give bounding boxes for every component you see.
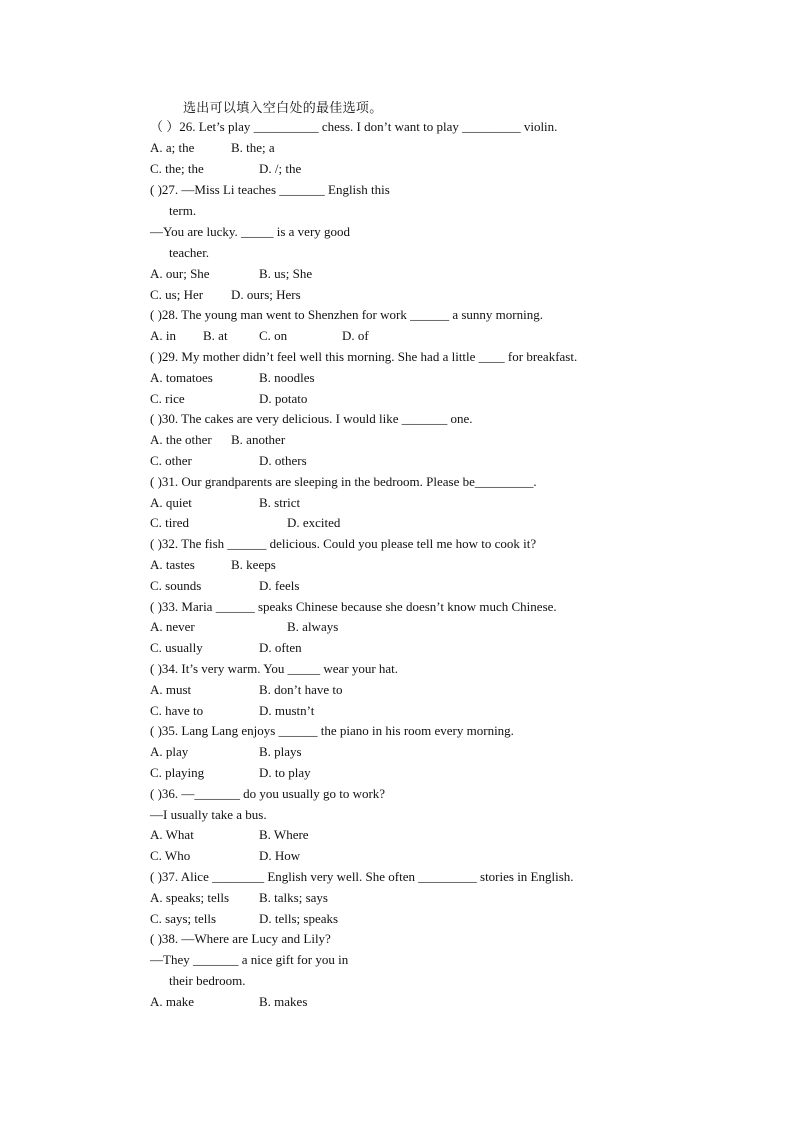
- answer-option: B. noodles: [259, 370, 315, 385]
- answer-option: B. the; a: [231, 140, 275, 155]
- answer-option: B. another: [231, 432, 286, 447]
- answer-option: D. /; the: [259, 161, 302, 176]
- question-line: ( )29. My mother didn’t feel well this morning. She had a little ____ for breakfast.: [150, 349, 578, 364]
- question-line: ( )35. Lang Lang enjoys ______ the piano in his room every morning.: [150, 723, 514, 738]
- answer-option: A. a; the: [150, 140, 195, 155]
- answer-option: C. the; the: [150, 161, 204, 176]
- answer-option: C. us; Her: [150, 287, 204, 302]
- answer-option: A. play: [150, 744, 189, 759]
- answer-option: D. mustn’t: [259, 703, 315, 718]
- answer-option: A. tastes: [150, 557, 195, 572]
- answer-option: B. talks; says: [259, 890, 328, 905]
- question-line: term.: [169, 203, 197, 218]
- answer-option: B. us; She: [259, 266, 313, 281]
- answer-option: C. says; tells: [150, 911, 217, 926]
- question-line: —You are lucky. _____ is a very good: [150, 224, 351, 239]
- answer-option: C. sounds: [150, 578, 202, 593]
- answer-option: A. must: [150, 682, 192, 697]
- answer-option: C. have to: [150, 703, 204, 718]
- answer-option: C. playing: [150, 765, 205, 780]
- question-line: —They _______ a nice gift for you in: [150, 952, 349, 967]
- answer-option: A. What: [150, 827, 194, 842]
- answer-option: A. speaks; tells: [150, 890, 230, 905]
- answer-option: D. feels: [259, 578, 300, 593]
- answer-option: C. usually: [150, 640, 203, 655]
- answer-option: B. at: [203, 328, 228, 343]
- answer-option: D. potato: [259, 391, 308, 406]
- answer-option: C. rice: [150, 391, 185, 406]
- question-line: ( )31. Our grandparents are sleeping in the bedroom. Please be_________.: [150, 474, 537, 489]
- answer-option: B. Where: [259, 827, 309, 842]
- answer-option: A. tomatoes: [150, 370, 213, 385]
- answer-option: B. strict: [259, 495, 301, 510]
- answer-option: B. keeps: [231, 557, 276, 572]
- answer-option: B. don’t have to: [259, 682, 343, 697]
- answer-option: A. make: [150, 994, 195, 1009]
- answer-option: A. never: [150, 619, 195, 634]
- question-line: teacher.: [169, 245, 210, 260]
- answer-option: D. excited: [287, 515, 341, 530]
- answer-option: C. tired: [150, 515, 189, 530]
- answer-option: C. Who: [150, 848, 191, 863]
- section-instruction: 选出可以填入空白处的最佳选项。: [183, 101, 383, 116]
- answer-option: D. ours; Hers: [231, 287, 301, 302]
- question-line: ( )27. —Miss Li teaches _______ English this: [150, 182, 390, 197]
- question-line: （ ）26. Let’s play __________ chess. I don’t want to play _________ violin.: [150, 119, 558, 134]
- answer-option: A. our; She: [150, 266, 210, 281]
- question-line: ( )32. The fish ______ delicious. Could you please tell me how to cook it?: [150, 536, 537, 551]
- question-line: ( )36. —_______ do you usually go to work?: [150, 786, 386, 801]
- answer-option: A. quiet: [150, 495, 192, 510]
- answer-option: C. on: [259, 328, 288, 343]
- question-line: ( )33. Maria ______ speaks Chinese because she doesn’t know much Chinese.: [150, 599, 557, 614]
- answer-option: A. the other: [150, 432, 212, 447]
- answer-option: D. often: [259, 640, 302, 655]
- answer-option: B. always: [287, 619, 339, 634]
- question-line: ( )28. The young man went to Shenzhen for work ______ a sunny morning.: [150, 307, 543, 322]
- question-line: ( )30. The cakes are very delicious. I would like _______ one.: [150, 411, 473, 426]
- answer-option: D. tells; speaks: [259, 911, 339, 926]
- answer-option: B. makes: [259, 994, 308, 1009]
- answer-option: A. in: [150, 328, 176, 343]
- answer-option: B. plays: [259, 744, 302, 759]
- question-line: —I usually take a bus.: [150, 807, 267, 822]
- answer-option: D. of: [342, 328, 369, 343]
- answer-option: D. How: [259, 848, 301, 863]
- question-line: their bedroom.: [169, 973, 246, 988]
- answer-option: C. other: [150, 453, 192, 468]
- question-line: ( )38. —Where are Lucy and Lily?: [150, 931, 331, 946]
- question-line: ( )37. Alice ________ English very well. She often _________ stories in English.: [150, 869, 574, 884]
- answer-option: D. others: [259, 453, 307, 468]
- question-line: ( )34. It’s very warm. You _____ wear your hat.: [150, 661, 399, 676]
- answer-option: D. to play: [259, 765, 311, 780]
